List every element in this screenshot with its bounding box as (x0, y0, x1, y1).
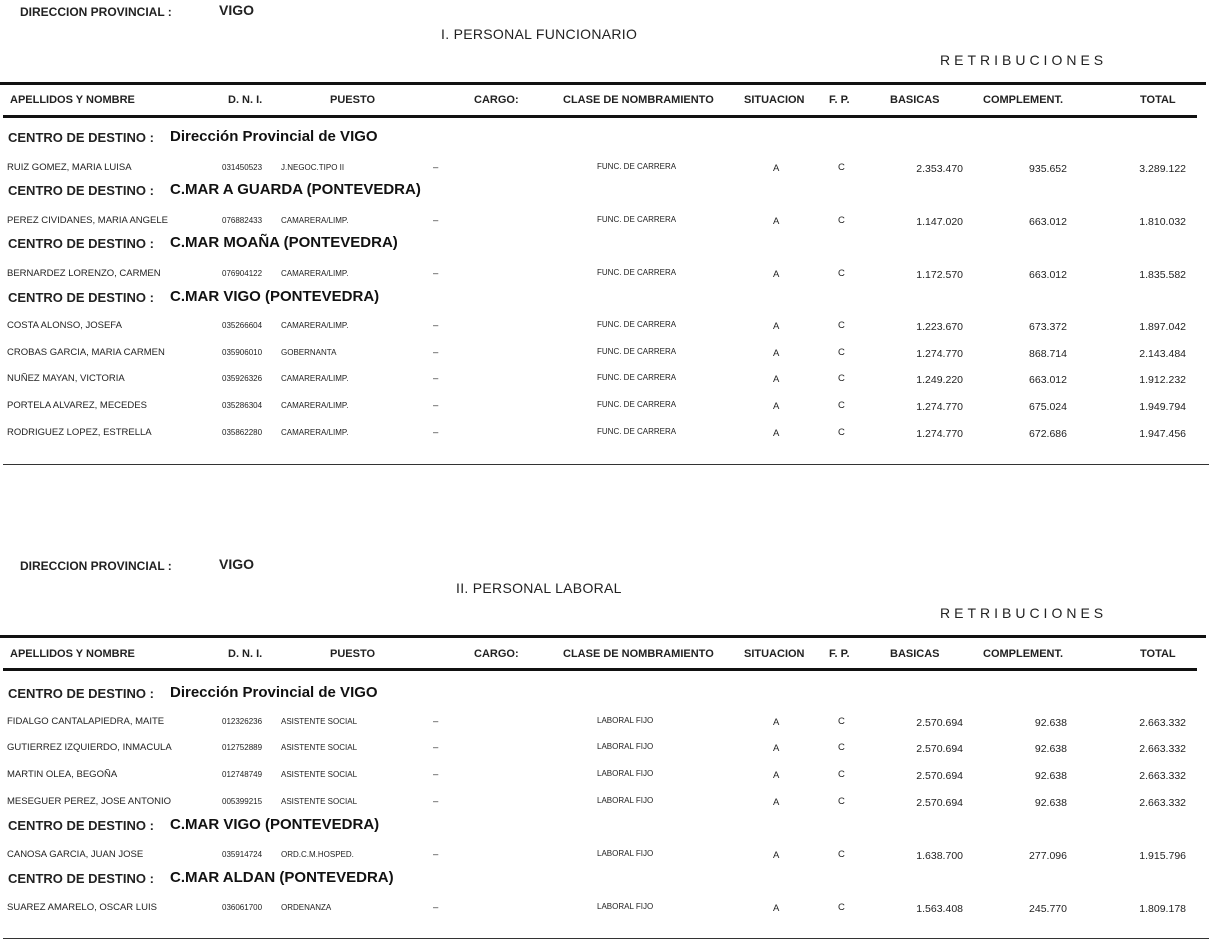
employee-dni: 076882433 (222, 216, 263, 225)
employee-puesto: CAMARERA/LIMP. (281, 374, 349, 383)
column-header: TOTAL (1140, 94, 1176, 106)
column-header: APELLIDOS Y NOMBRE (10, 648, 135, 660)
employee-complement: 92.638 (1034, 717, 1067, 729)
employee-puesto: CAMARERA/LIMP. (281, 216, 349, 225)
employee-total: 1.897.042 (1139, 321, 1186, 333)
employee-clase-nombramiento: LABORAL FIJO (597, 716, 654, 725)
employee-name: RUIZ GOMEZ, MARIA LUISA (7, 162, 132, 173)
employee-situacion: A (773, 269, 780, 280)
employee-dni: 035914724 (222, 850, 263, 859)
employee-puesto: CAMARERA/LIMP. (281, 269, 349, 278)
employee-basicas: 1.274.770 (916, 401, 963, 413)
employee-clase-nombramiento: FUNC. DE CARRERA (597, 162, 677, 171)
employee-fp: C (838, 902, 845, 913)
employee-fp: C (838, 849, 845, 860)
employee-situacion: A (773, 850, 780, 861)
centro-destino-name: Dirección Provincial de VIGO (170, 684, 378, 701)
employee-fp: C (838, 320, 845, 331)
employee-basicas: 2.570.694 (916, 717, 963, 729)
employee-dni: 012748749 (222, 770, 263, 779)
direccion-provincial-label: DIRECCION PROVINCIAL : (20, 559, 172, 573)
employee-name: GUTIERREZ IZQUIERDO, INMACULA (7, 742, 172, 753)
employee-cargo: – (433, 427, 439, 438)
employee-situacion: A (773, 163, 780, 174)
employee-situacion: A (773, 770, 780, 781)
employee-fp: C (838, 400, 845, 411)
centro-destino-label: CENTRO DE DESTINO : (8, 686, 154, 701)
employee-total: 1.835.582 (1139, 269, 1186, 281)
employee-fp: C (838, 742, 845, 753)
employee-situacion: A (773, 428, 780, 439)
employee-complement: 935.652 (1029, 163, 1067, 175)
centro-destino-name: Dirección Provincial de VIGO (170, 128, 378, 145)
employee-cargo: – (433, 400, 439, 411)
employee-basicas: 1.274.770 (916, 348, 963, 360)
centro-destino-label: CENTRO DE DESTINO : (8, 183, 154, 198)
employee-clase-nombramiento: FUNC. DE CARRERA (597, 400, 677, 409)
employee-name: FIDALGO CANTALAPIEDRA, MAITE (7, 716, 165, 727)
employee-puesto: ASISTENTE SOCIAL (281, 770, 358, 779)
employee-clase-nombramiento: LABORAL FIJO (597, 769, 654, 778)
employee-clase-nombramiento: LABORAL FIJO (597, 902, 654, 911)
employee-puesto: CAMARERA/LIMP. (281, 321, 349, 330)
column-header: CLASE DE NOMBRAMIENTO (563, 648, 714, 660)
column-header: CARGO: (474, 94, 519, 106)
employee-name: CROBAS GARCIA, MARIA CARMEN (7, 347, 165, 358)
employee-basicas: 2.570.694 (916, 770, 963, 782)
employee-total: 1.810.032 (1139, 216, 1186, 228)
employee-dni: 035926326 (222, 374, 263, 383)
employee-basicas: 1.563.408 (916, 903, 963, 915)
centro-destino-label: CENTRO DE DESTINO : (8, 290, 154, 305)
employee-complement: 277.096 (1029, 850, 1067, 862)
employee-complement: 663.012 (1029, 269, 1067, 281)
employee-situacion: A (773, 216, 780, 227)
column-header: COMPLEMENT. (983, 94, 1064, 106)
centro-destino-name: C.MAR VIGO (PONTEVEDRA) (170, 816, 380, 833)
employee-basicas: 1.147.020 (916, 216, 963, 228)
employee-clase-nombramiento: LABORAL FIJO (597, 796, 654, 805)
employee-situacion: A (773, 717, 780, 728)
employee-clase-nombramiento: LABORAL FIJO (597, 849, 654, 858)
employee-total: 3.289.122 (1139, 163, 1186, 175)
employee-name: COSTA ALONSO, JOSEFA (7, 320, 122, 331)
employee-clase-nombramiento: FUNC. DE CARRERA (597, 427, 677, 436)
employee-cargo: – (433, 902, 439, 913)
employee-situacion: A (773, 401, 780, 412)
employee-total: 2.663.332 (1139, 717, 1186, 729)
retribuciones-heading: RETRIBUCIONES (940, 52, 1108, 68)
employee-total: 2.663.332 (1139, 770, 1186, 782)
employee-clase-nombramiento: FUNC. DE CARRERA (597, 215, 677, 224)
centro-destino-label: CENTRO DE DESTINO : (8, 871, 154, 886)
employee-situacion: A (773, 797, 780, 808)
employee-dni: 036061700 (222, 903, 263, 912)
column-header: SITUACION (744, 94, 805, 106)
employee-situacion: A (773, 321, 780, 332)
employee-basicas: 2.353.470 (916, 163, 963, 175)
employee-puesto: ASISTENTE SOCIAL (281, 797, 358, 806)
employee-cargo: – (433, 716, 439, 727)
employee-basicas: 2.570.694 (916, 743, 963, 755)
employee-cargo: – (433, 347, 439, 358)
employee-total: 2.143.484 (1139, 348, 1186, 360)
employee-puesto: ORD.C.M.HOSPED. (281, 850, 354, 859)
column-header: D. N. I. (228, 648, 263, 660)
column-header: CLASE DE NOMBRAMIENTO (563, 94, 714, 106)
employee-fp: C (838, 427, 845, 438)
employee-situacion: A (773, 743, 780, 754)
employee-complement: 92.638 (1034, 770, 1067, 782)
employee-name: RODRIGUEZ LOPEZ, ESTRELLA (7, 427, 152, 438)
employee-basicas: 1.223.670 (916, 321, 963, 333)
column-header: APELLIDOS Y NOMBRE (10, 94, 135, 106)
employee-basicas: 1.638.700 (916, 850, 963, 862)
column-header: PUESTO (330, 648, 376, 660)
column-header: PUESTO (330, 94, 376, 106)
employee-dni: 035862280 (222, 428, 263, 437)
centro-destino-label: CENTRO DE DESTINO : (8, 130, 154, 145)
centro-destino-name: C.MAR A GUARDA (PONTEVEDRA) (170, 181, 421, 198)
employee-situacion: A (773, 374, 780, 385)
employee-dni: 035286304 (222, 401, 263, 410)
employee-basicas: 2.570.694 (916, 797, 963, 809)
column-header: COMPLEMENT. (983, 648, 1064, 660)
employee-name: PEREZ CIVIDANES, MARIA ANGELE (7, 215, 169, 226)
direccion-provincial-value: VIGO (219, 556, 255, 572)
employee-basicas: 1.274.770 (916, 428, 963, 440)
column-header: F. P. (829, 94, 850, 106)
employee-situacion: A (773, 903, 780, 914)
employee-name: MARTIN OLEA, BEGOÑA (7, 769, 118, 780)
employee-basicas: 1.249.220 (916, 374, 963, 386)
employee-puesto: J.NEGOC.TIPO II (281, 163, 345, 172)
employee-dni: 012326236 (222, 717, 263, 726)
column-header: BASICAS (890, 648, 940, 660)
direccion-provincial-label: DIRECCION PROVINCIAL : (20, 5, 172, 19)
table-top-rule (0, 82, 1206, 85)
employee-name: CANOSA GARCIA, JUAN JOSE (7, 849, 144, 860)
employee-complement: 673.372 (1029, 321, 1067, 333)
employee-dni: 076904122 (222, 269, 263, 278)
column-header: TOTAL (1140, 648, 1176, 660)
column-header: SITUACION (744, 648, 805, 660)
column-header: CARGO: (474, 648, 519, 660)
employee-total: 1.912.232 (1139, 374, 1186, 386)
centro-destino-name: C.MAR MOAÑA (PONTEVEDRA) (170, 234, 398, 251)
employee-total: 2.663.332 (1139, 743, 1186, 755)
employee-name: MESEGUER PEREZ, JOSE ANTONIO (7, 796, 171, 807)
employee-puesto: ASISTENTE SOCIAL (281, 717, 358, 726)
employee-complement: 672.686 (1029, 428, 1067, 440)
employee-fp: C (838, 268, 845, 279)
employee-name: PORTELA ALVAREZ, MECEDES (7, 400, 147, 411)
employee-complement: 92.638 (1034, 797, 1067, 809)
column-header: BASICAS (890, 94, 940, 106)
section-title-laboral: II. PERSONAL LABORAL (456, 580, 622, 596)
employee-total: 1.949.794 (1139, 401, 1186, 413)
header-underline-rule (3, 115, 1197, 118)
employee-puesto: ASISTENTE SOCIAL (281, 743, 358, 752)
employee-fp: C (838, 373, 845, 384)
employee-dni: 031450523 (222, 163, 263, 172)
table-bottom-rule (3, 464, 1209, 465)
employee-fp: C (838, 716, 845, 727)
centro-destino-name: C.MAR ALDAN (PONTEVEDRA) (170, 869, 394, 886)
header-underline-rule (3, 668, 1197, 671)
direccion-provincial-value: VIGO (219, 2, 255, 18)
column-header: D. N. I. (228, 94, 263, 106)
employee-cargo: – (433, 215, 439, 226)
employee-dni: 035906010 (222, 348, 263, 357)
employee-complement: 663.012 (1029, 374, 1067, 386)
employee-complement: 663.012 (1029, 216, 1067, 228)
employee-cargo: – (433, 373, 439, 384)
employee-puesto: GOBERNANTA (281, 348, 337, 357)
employee-total: 1.947.456 (1139, 428, 1186, 440)
employee-cargo: – (433, 162, 439, 173)
table-top-rule (0, 635, 1206, 638)
section-title-funcionario: I. PERSONAL FUNCIONARIO (441, 26, 638, 42)
centro-destino-name: C.MAR VIGO (PONTEVEDRA) (170, 288, 380, 305)
column-header: F. P. (829, 648, 850, 660)
employee-cargo: – (433, 796, 439, 807)
employee-total: 1.915.796 (1139, 850, 1186, 862)
employee-situacion: A (773, 348, 780, 359)
centro-destino-label: CENTRO DE DESTINO : (8, 236, 154, 251)
employee-dni: 012752889 (222, 743, 263, 752)
employee-clase-nombramiento: FUNC. DE CARRERA (597, 268, 677, 277)
employee-cargo: – (433, 320, 439, 331)
table-bottom-rule (3, 938, 1209, 939)
employee-cargo: – (433, 742, 439, 753)
employee-clase-nombramiento: FUNC. DE CARRERA (597, 347, 677, 356)
employee-puesto: CAMARERA/LIMP. (281, 428, 349, 437)
employee-name: BERNARDEZ LORENZO, CARMEN (7, 268, 161, 279)
employee-puesto: CAMARERA/LIMP. (281, 401, 349, 410)
employee-complement: 245.770 (1029, 903, 1067, 915)
employee-fp: C (838, 162, 845, 173)
employee-name: SUAREZ AMARELO, OSCAR LUIS (7, 902, 157, 913)
employee-fp: C (838, 347, 845, 358)
employee-complement: 675.024 (1029, 401, 1067, 413)
employee-total: 1.809.178 (1139, 903, 1186, 915)
employee-clase-nombramiento: LABORAL FIJO (597, 742, 654, 751)
retribuciones-heading: RETRIBUCIONES (940, 605, 1108, 621)
centro-destino-label: CENTRO DE DESTINO : (8, 818, 154, 833)
employee-puesto: ORDENANZA (281, 903, 332, 912)
employee-cargo: – (433, 849, 439, 860)
employee-fp: C (838, 796, 845, 807)
employee-cargo: – (433, 268, 439, 279)
employee-clase-nombramiento: FUNC. DE CARRERA (597, 320, 677, 329)
employee-name: NUÑEZ MAYAN, VICTORIA (7, 373, 125, 384)
employee-dni: 035266604 (222, 321, 263, 330)
employee-basicas: 1.172.570 (916, 269, 963, 281)
employee-clase-nombramiento: FUNC. DE CARRERA (597, 373, 677, 382)
employee-fp: C (838, 769, 845, 780)
employee-complement: 92.638 (1034, 743, 1067, 755)
employee-total: 2.663.332 (1139, 797, 1186, 809)
employee-fp: C (838, 215, 845, 226)
employee-cargo: – (433, 769, 439, 780)
employee-dni: 005399215 (222, 797, 263, 806)
employee-complement: 868.714 (1029, 348, 1067, 360)
